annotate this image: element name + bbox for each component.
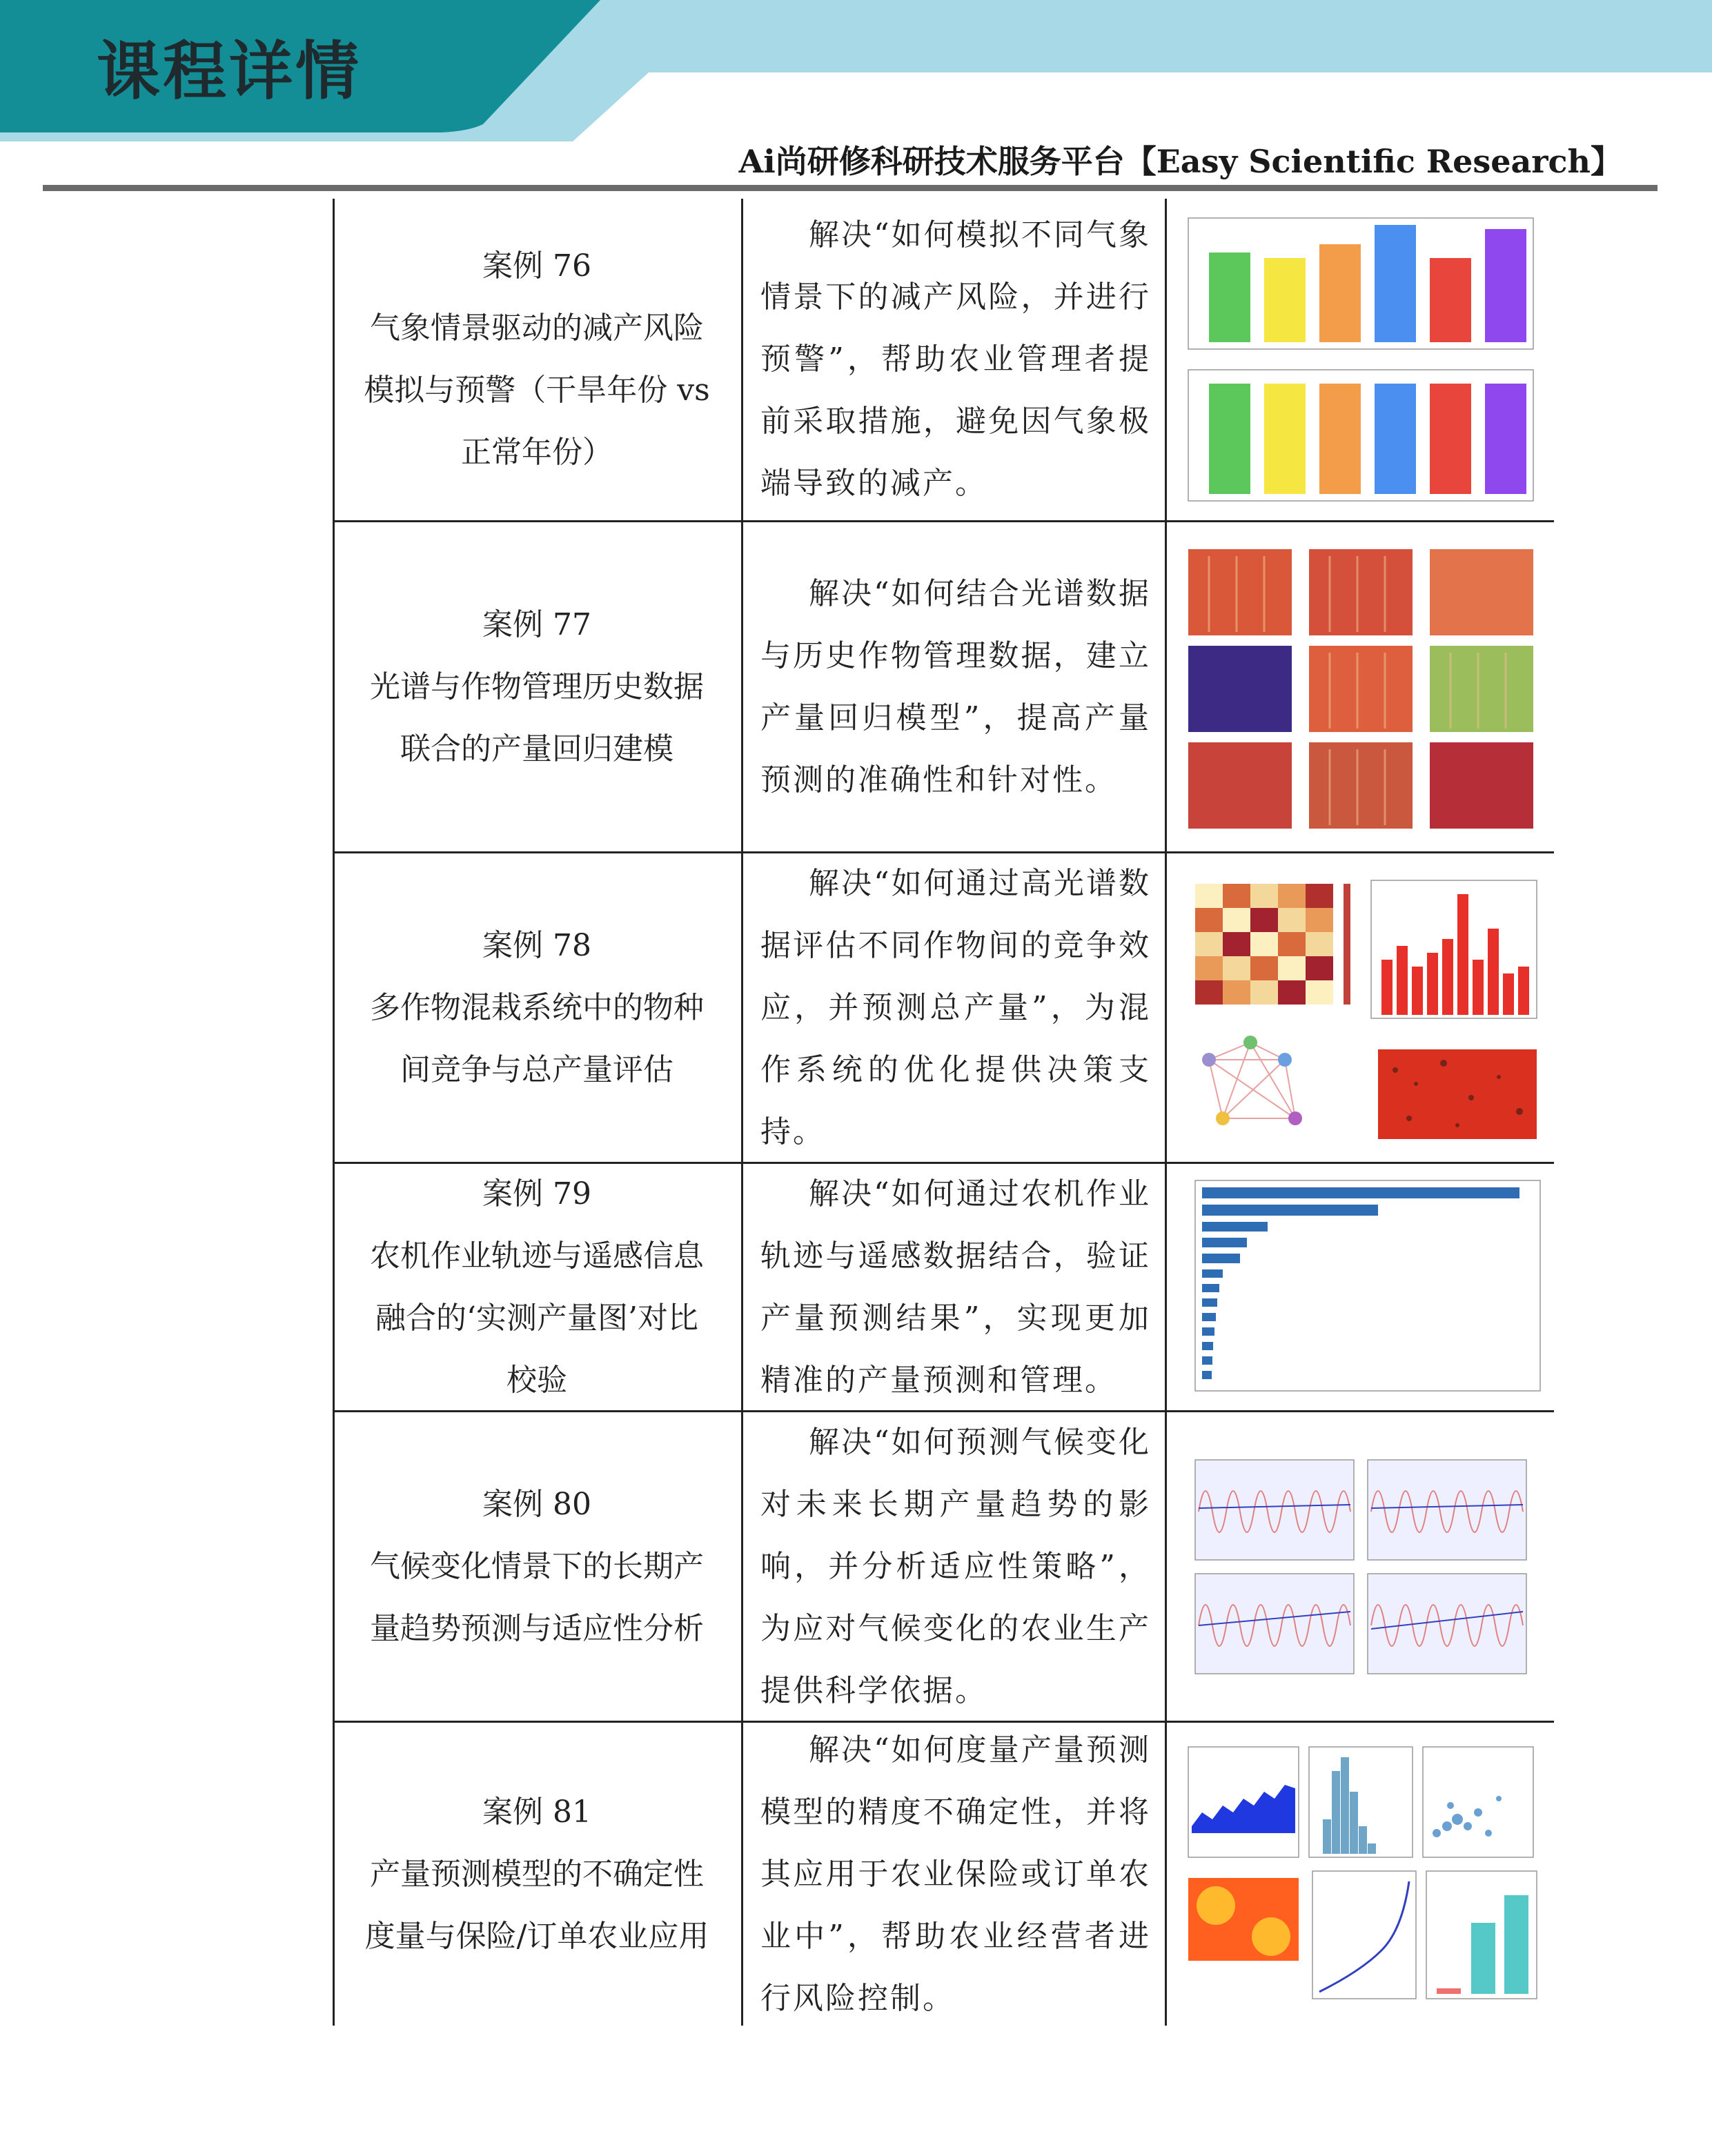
case-title-line: 气象情景驱动的减产风险 [370,310,704,346]
case-title-line: 间竞争与总产量评估 [400,1051,673,1087]
uncertainty-plots-icon [1174,1730,1547,2019]
feature-importance-icon [1174,1170,1547,1405]
case-title-line: 度量与保险/订单农业应用 [364,1918,709,1954]
time-series-icon [1181,1450,1540,1684]
case-description-cell [744,199,1165,520]
case-description: 解决“如何模拟不同气象情景下的减产风险，并进行预警”，帮助农业管理者提前采取措施，避免因气象极端导致的减产。 [760,217,1151,501]
page-header [0,0,1712,180]
case-title-cell [333,1164,741,1410]
case-title-cell [333,1723,741,2026]
case-number: 案例 76 [482,248,591,284]
bar-charts-icon [1181,211,1540,508]
case-figure-cell [1168,1412,1554,1721]
header-divider [43,185,1657,191]
correlation-network-icon [1181,863,1540,1153]
case-title-line: 光谱与作物管理历史数据 [370,669,704,704]
case-number: 案例 77 [482,606,591,642]
case-title-line: 气候变化情景下的长期产 [370,1548,704,1584]
case-description-cell [744,522,1165,851]
heatmap-grid-icon [1181,535,1540,839]
case-description: 解决“如何通过农机作业轨迹与遥感数据结合，验证产量预测结果”，实现更加精准的产量预测和管理。 [760,1176,1151,1398]
case-figure-cell [1168,1164,1554,1410]
case-title-cell [333,522,741,851]
case-title-line: 正常年份） [461,435,613,470]
case-title-cell [333,199,741,520]
case-figure-cell [1168,853,1554,1162]
case-title-cell [333,1412,741,1721]
case-figure-cell [1168,1723,1554,2026]
case-description: 解决“如何结合光谱数据与历史作物管理数据，建立产量回归模型”，提高产量预测的准确性和针对性。 [760,575,1151,798]
case-description-cell [744,1723,1165,2026]
table-divider-2 [1165,199,1167,2026]
course-table [333,199,1554,2026]
case-number: 案例 79 [482,1176,591,1211]
table-divider-1 [741,199,743,2026]
case-number: 案例 81 [482,1794,591,1830]
case-title-line: 联合的产量回归建模 [400,731,673,767]
case-description: 解决“如何度量产量预测模型的精度不确定性，并将其应用于农业保险或订单农业中”，帮助农业经营者进行风险控制。 [760,1732,1151,2016]
case-figure-cell [1168,199,1554,520]
case-number: 案例 80 [482,1486,591,1522]
case-title-line: 融合的‘实测产量图’对比 [375,1300,698,1336]
page-title: 课程详情 [97,34,362,108]
case-title-line: 模拟与预警（干旱年份 vs [364,373,710,408]
case-title-line: 产量预测模型的不确定性 [369,1856,704,1892]
case-title-line: 校验 [506,1362,567,1398]
case-title-line: 量趋势预测与适应性分析 [370,1610,704,1646]
case-title-line: 农机作业轨迹与遥感信息 [370,1238,704,1274]
case-description-cell [744,853,1165,1162]
case-description-cell [744,1164,1165,1410]
case-figure-cell [1168,522,1554,851]
case-number: 案例 78 [482,927,591,963]
case-description-cell [744,1412,1165,1721]
platform-subtitle: Ai尚研修科研技术服务平台【Easy Scientific Research】 [738,143,1622,180]
case-description: 解决“如何通过高光谱数据评估不同作物间的竞争效应，并预测总产量”，为混作系统的优化提供决策支持。 [760,865,1151,1149]
case-title-line: 多作物混栽系统中的物种 [370,989,704,1025]
case-title-cell [333,853,741,1162]
case-description: 解决“如何预测气候变化对未来长期产量趋势的影响，并分析适应性策略”，为应对气候变化的农业生产提供科学依据。 [760,1424,1151,1708]
